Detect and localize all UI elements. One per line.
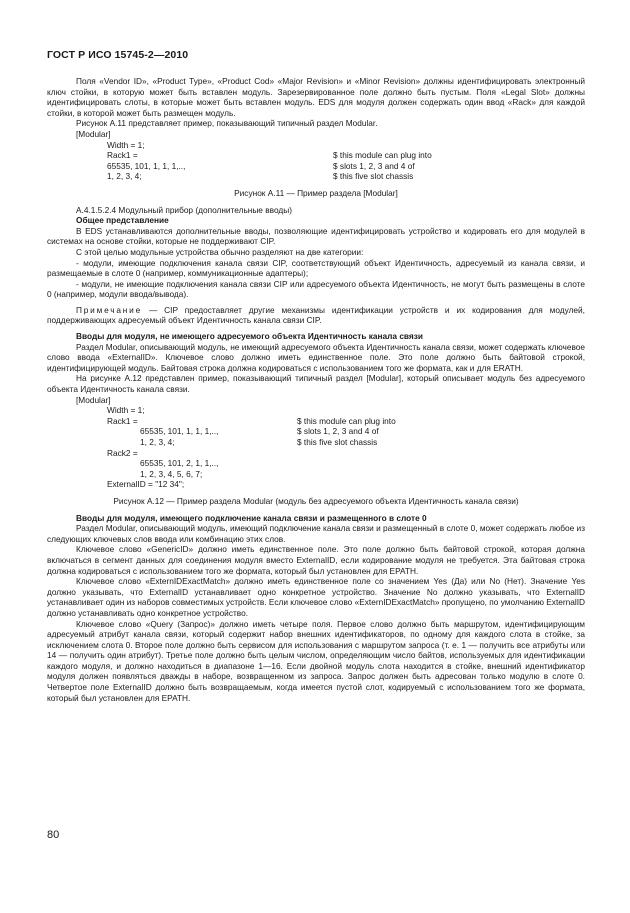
paragraph: В EDS устанавливаются дополнительные вводы, позволяющие идентифицировать устройство и кодировать его для модулей в системах на основе стойки, которые не поддерживают CIP. xyxy=(47,225,585,247)
code-line: 1, 2, 3, 4; xyxy=(107,171,142,182)
list-item: - модули, не имеющие подключения канала связи CIP или адресуемого объекта Идентичность, не могут быть размещены в слоте 0 (например, модули ввода/вывода). xyxy=(47,278,585,300)
code-line: Width = 1; xyxy=(107,405,145,416)
code-comment: $ slots 1, 2, 3 and 4 of xyxy=(333,160,415,171)
code-comment: $ slots 1, 2, 3 and 4 of xyxy=(297,426,379,437)
code-line: Width = 1; xyxy=(107,139,145,150)
code-line: Rack2 = xyxy=(107,447,138,458)
section-title: Общее представление xyxy=(76,215,169,226)
note xyxy=(47,305,585,326)
code-block-a12 xyxy=(47,395,585,490)
code-line: 65535, 101, 1, 1, 1,.., xyxy=(140,426,219,437)
paragraph: Раздел Modular, описывающий модуль, не имеющий адресуемого объекта Идентичность канала связи, может содержать ключевое слово ввода «ExternalID». Ключевое слово должно иметь единственное поле. Это поле должно быть байтовой строкой, идентифицирующей модуль. Байтовая строка должна кодироваться с использованием того же формата, как и для ERATH. xyxy=(47,341,585,373)
paragraph: Поля «Vendor ID», «Product Type», «Product Cod» «Major Revision» и «Minor Revision» должны идентифицировать электронный ключ стойки, в которую может быть вставлен модуль. Зарезервированное поле должно быть пустым. Поля «Legal Slot» должны идентифицировать слоты, в которые может быть вставлен модуль. EDS для модуля должен содержать один ввод «Rack» для каждой стойки, в которой может быть размещен модуль. xyxy=(47,76,585,118)
paragraph: Ключевое слово «ExternIDExactMatch» должно иметь единственное поле со значением Yes (Да) или No (Нет). Значение Yes должно указывать, что ExternalID устанавливает одно конкретное устройство. Значение No должно указывать, что ExternalID устанавливает один из наборов совместимых устройств. Если ключевое слово «ExternIDExactMatch» пропущено, по умолчанию ExternalID должно устанавливать одно конкретное устройство. xyxy=(47,576,585,618)
code-comment: $ this five slot chassis xyxy=(297,437,378,447)
code-line: 65535, 101, 1, 1, 1,.., xyxy=(107,160,186,171)
document-body xyxy=(47,76,585,703)
code-comment: $ this module can plug into xyxy=(297,415,396,426)
section-title: Вводы для модуля, не имеющего адресуемого объекта Идентичность канала связи xyxy=(76,331,423,342)
section-number: А.4.1.5.2.4 Модульный прибор (дополнительные вводы) xyxy=(76,204,292,215)
section-title: Вводы для модуля, имеющего подключение канала связи и размещенного в слоте 0 xyxy=(76,512,427,523)
code-line: 1, 2, 3, 4, 5, 6, 7; xyxy=(140,468,203,479)
code-line: [Modular] xyxy=(76,394,111,405)
code-line: [Modular] xyxy=(76,128,111,139)
code-line: Rack1 = xyxy=(107,415,138,426)
paragraph: На рисунке А.12 представлен пример, показывающий типичный раздел [Modular], который описывает модуль без адресуемого объекта Идентичность канала связи. xyxy=(47,373,585,395)
code-line: 65535, 101, 2, 1, 1,.., xyxy=(140,458,219,469)
code-line: Rack1 = xyxy=(107,150,138,161)
code-comment: $ this module can plug into xyxy=(333,150,432,161)
figure-caption: Рисунок А.11 — Пример раздела [Modular] xyxy=(234,187,398,198)
code-block-a11 xyxy=(47,129,585,182)
paragraph: Раздел Modular, описывающий модуль, имеющий подключение канала связи и размещенный в слоте 0, может содержать любое из следующих ключевых слов ввода или комбинацию этих слов. xyxy=(47,523,585,544)
paragraph: Рисунок А.11 представляет пример, показывающий типичный раздел Modular. xyxy=(76,118,378,129)
paragraph: Ключевое слово «GenericID» должно иметь единственное поле. Это поле должно быть байтовой строкой, которая должна включаться в сегмент данных для соединения модуля вместо ExternalID, если кодирование модуля не требуется. Эта байтовая строка должна кодироваться с использованием того же формата, который был установлен для EPATH. xyxy=(47,544,585,576)
list-item: - модули, имеющие подключения канала связи CIP, соответствующий объект Идентичность, адресуемый из канала связи, и размещаемые в слоте 0 (например, коммуникационные адаптеры); xyxy=(47,257,585,279)
code-comment: $ this five slot chassis xyxy=(333,171,414,182)
page-number: 80 xyxy=(47,829,60,841)
code-line: 1, 2, 3, 4; xyxy=(140,437,175,447)
code-line: ExternalID = "12 34"; xyxy=(107,479,185,490)
paragraph: С этой целью модульные устройства обычно разделяют на две категории: xyxy=(76,246,364,257)
paragraph: Ключевое слово «Query (Запрос)» должно иметь четыре поля. Первое слово должно быть маршрутом, идентифицирующим адресуемый атрибут канала связи, который содержит набор внешних идентификаторов, по одному для каждого слота в стойке, за исключением слота 0. Второе поле должно быть сервисом для использования с маршрутом запроса (т. е. 1 — получить все атрибуты или 14 — получить один атрибут). Третье поле должно быть целым числом, определяющим число байтов, используемых для идентификации каждого модуля, и должно находиться в диапазоне 1—16. Если двойной модуль слота находится в стойке, внешний идентификатор модуля должен появляться дважды в наборе, возвращенном из запроса. Запрос должен быть адресован только модулю в слоте 0. Четвертое поле ExternalID должно быть возвращаемым, когда имеется пустой слот, кодируемый с использованием того же формата, который был установлен для EPATH. xyxy=(47,618,585,703)
document-header: ГОСТ Р ИСО 15745-2—2010 xyxy=(47,49,189,61)
note-label: Примечание xyxy=(76,304,143,315)
figure-caption: Рисунок А.12 — Пример раздела Modular (модуль без адресуемого объекта Идентичность канала связи) xyxy=(113,495,519,506)
note-text: — CIP предоставляет другие механизмы идентификации устройств и их кодирования для модулей, поддерживающих адресуемый объект Идентичность канала связи CIP. xyxy=(47,304,585,326)
